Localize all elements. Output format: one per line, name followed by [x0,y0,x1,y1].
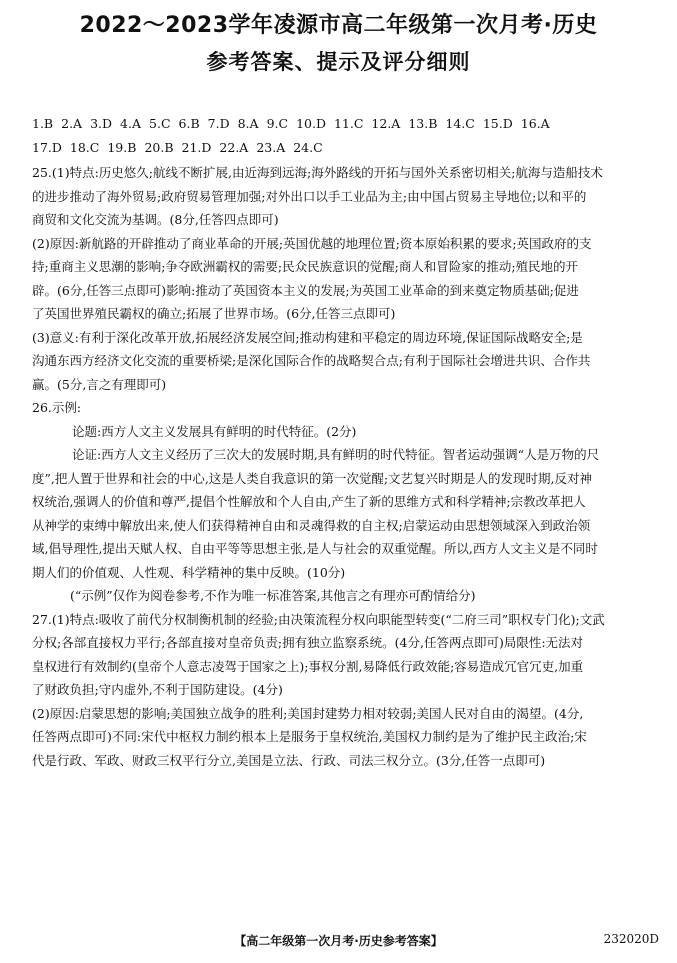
q25-line: 沟通东西方经济文化交流的重要桥梁;是深化国际合作的战略契合点;有利于国际社会增进共识、合作共 [32,353,591,368]
choice-answer: 19.B [107,139,137,155]
choice-answer: 11.C [333,116,364,131]
q26-note: (“示例”仅作为阅卷参考,不作为唯一标准答案,其他言之有理亦可酌情给分) [70,588,476,603]
choice-answer: 21.D [181,139,212,155]
choice-answer: 3.D [90,116,113,131]
q27-line: (2)原因:启蒙思想的影响;美国独立战争的胜利;美国封建势力相对较弱;美国人民对自由的渴望。(4分, [32,705,584,721]
choice-answers-row-1 [32,112,652,136]
choice-answer: 1.B [32,116,54,131]
choice-answer: 12.A [371,116,401,131]
choice-answer: 10.D [296,116,326,131]
q27-line: 分权;各部直接权力平行;各部直接对皇帝负责;拥有独立监察系统。(4分,任答两点即可)局限性:无法对 [32,635,584,650]
q27-line: 任答两点即可)不同:宋代中枢权力制约根本上是服务于皇权统治,美国权力制约是为了维护民主政治;宋 [32,729,587,744]
q25-line: (3)意义:有利于深化改革开放,拓展经济发展空间;推动构建和平稳定的周边环境,保证国际战略安全;是 [32,329,583,345]
q26-argument-line: 权统治,强调人的价值和尊严,提倡个性解放和个人自由,产生了新的思维方式和科学精神;宗教改革把人 [32,494,586,509]
q27-line: 了财政负担;守内虚外,不利于国防建设。(4分) [32,682,283,697]
choice-answer: 17.D [32,139,62,155]
q25-line: (2)原因:新航路的开辟推动了商业革命的开展;英国优越的地理位置;资本原始积累的要求;英国政府的支 [32,235,592,251]
q27-line: 27.(1)特点:吸收了前代分权制衡机制的经验;由决策流程分权向职能型转变(“二府三司”职权专门化);文武 [32,611,605,627]
choice-answer: 23.A [256,139,286,155]
choice-answer: 20.B [144,139,174,155]
choice-answer: 24.C [293,139,323,155]
q25-line: 商贸和文化交流为基调。(8分,任答四点即可) [32,212,279,227]
q26-argument-line: 期人们的价值观、人性观、科学精神的集中反映。(10分) [32,564,346,580]
q25-line: 赢。(5分,言之有理即可) [32,376,167,392]
document-code: 232020D [603,932,659,946]
choice-answer: 4.A [120,116,142,131]
choice-answer: 22.A [219,139,249,155]
q26-argument-line: 论证:西方人文主义经历了三次大的发展时期,具有鲜明的时代特征。智者运动强调“人是万物的尺 [72,447,600,462]
q25-line: 25.(1)特点:历史悠久;航线不断扩展,由近海到远海;海外路线的开拓与国外关系密切相关;航海与造船技术 [32,165,603,180]
q25-line: 持;重商主义思潮的影响;争夺欧洲霸权的需要;民众民族意识的觉醒;商人和冒险家的推动;殖民地的开 [32,259,579,274]
choice-answer: 18.C [69,139,100,155]
choice-answer: 16.A [520,116,550,131]
choice-answer: 6.B [178,116,200,131]
choice-answer: 13.B [408,116,438,131]
q27-line: 代是行政、军政、财政三权平行分立,美国是立法、行政、司法三权分立。(3分,任答一点即可) [32,752,546,768]
choice-answers-row-2 [32,136,652,160]
page-footer: 【高二年级第一次月考·历史参考答案】 [234,934,443,948]
page-subtitle: 参考答案、提示及评分细则 [206,50,471,74]
q25-line: 辟。(6分,任答三点即可)影响:推动了英国资本主义的发展;为英国工业革命的到来奠定物质基础;促进 [32,282,579,298]
q26-label: 26.示例: [32,400,82,415]
q26-thesis: 论题:西方人文主义发展具有鲜明的时代特征。(2分) [72,423,357,439]
q26-argument-line: 从神学的束缚中解放出来,使人们获得精神自由和灵魂得救的自主权;启蒙运动由思想领域深入到政治领 [32,517,591,533]
page-title: 2022～2023学年凌源市高二年级第一次月考·历史 [79,13,598,38]
q25-line: 了英国世界殖民霸权的确立;拓展了世界市场。(6分,任答三点即可) [32,306,396,321]
q25-line: 的进步推动了海外贸易;政府贸易管理加强;对外出口以手工业品为主;由中国占贸易主导地位;以和平的 [32,188,587,204]
choice-answer: 14.C [445,116,475,131]
q26-argument-line: 度”,把人置于世界和社会的中心,这是人类自我意识的第一次觉醒;文艺复兴时期是人的发现时期,反对神 [32,470,593,486]
choice-answer: 15.D [482,116,513,131]
q26-argument-line: 域,倡导理性,提出天赋人权、自由平等等思想主张,是人与社会的双重觉醒。所以,西方人文主义是不同时 [32,541,598,556]
choice-answer: 9.C [266,116,289,131]
choice-answer: 5.C [149,116,171,131]
choice-answer: 8.A [237,116,259,131]
choice-answer: 7.D [207,116,230,131]
answer-content [32,112,652,772]
choice-answer: 2.A [61,116,83,131]
q27-line: 皇权进行有效制约(皇帝个人意志凌驾于国家之上);事权分割,易降低行政效能;容易造成冗官冗吏,加重 [32,658,584,674]
